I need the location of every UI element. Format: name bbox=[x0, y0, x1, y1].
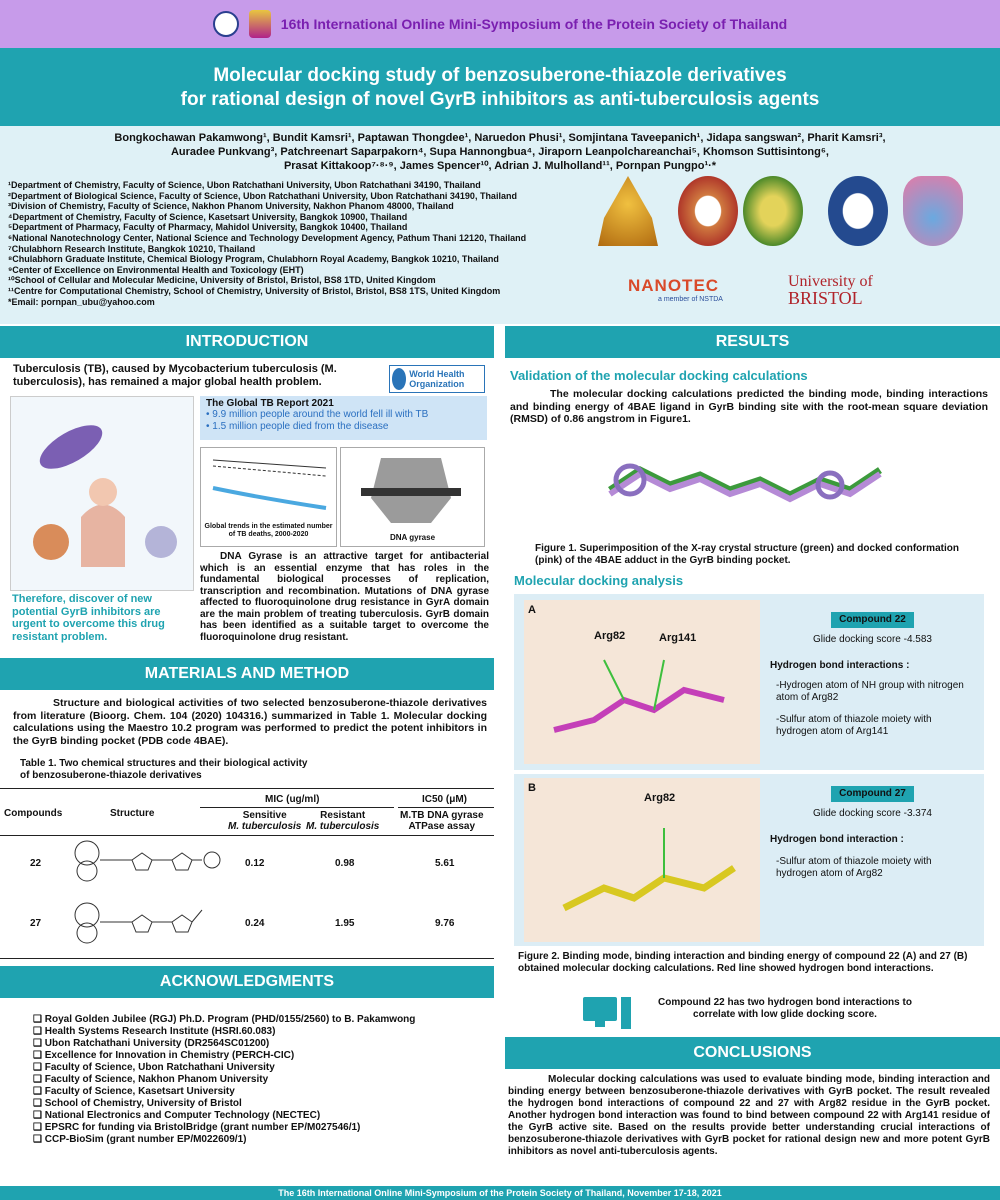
introduction-heading: INTRODUCTION bbox=[0, 326, 494, 358]
ligand-pose-icon bbox=[524, 650, 760, 760]
compound-22-structure-icon bbox=[72, 838, 222, 883]
docking-image-27 bbox=[524, 778, 760, 942]
nanotec-logo: NANOTEC bbox=[628, 276, 720, 295]
globe-icon bbox=[392, 368, 406, 390]
gyrase-paragraph: DNA Gyrase is an attractive target for antibacterial which is an essential enzyme that has roles in the fundamental biological processes of replication, transcription and recombination. Mutations of DNA gyrase affected to fluoroquinolone drug resistance in GyrA domain are the main problem of treating tuberculosis. GyrB domain has been identified as a suitable target to overcome the fluoroquinolone drug resistant. bbox=[200, 551, 489, 643]
tb-trend-lines bbox=[201, 448, 336, 518]
ack-heading: ACKNOWLEDGMENTS bbox=[0, 966, 494, 998]
affiliation: ²Department of Biological Science, Faculty of Science, Ubon Ratchathani University, Ubon Ratchathani 34190, Thailand bbox=[8, 190, 517, 201]
bristol-line-2: BRISTOL bbox=[788, 288, 863, 308]
conclusions-paragraph: Molecular docking calculations was used to evaluate binding mode, binding interaction and binding energy between benzosuberone-thiazole derivatives with GyrB pocket. The result revealed the hydrogen bond interactions of compound 22 and 27 with Arg82 residue in the GyrB pocket. Another hydrogen bond interaction was found to bind between compound 22 with Arg141 residue of the GyrB active site. Based on the results provide better understanding crucial interactions of benzosuberone-thiazole derivatives with GyrB pocket for rational design new and more potent GyrB inhibitors as novel anti-tuberculosis agents. bbox=[508, 1074, 990, 1157]
table-caption bbox=[20, 758, 308, 781]
mahidol-logo-icon bbox=[828, 176, 888, 246]
validation-paragraph: The molecular docking calculations predicted the binding mode, binding interactions and binding energy of 4BAE ligand in GyrB binding site with the root-mean square deviation (RMSD) of 0.86 angstrom in Figure1. bbox=[510, 388, 988, 425]
conclusions-heading: CONCLUSIONS bbox=[505, 1037, 1000, 1069]
panel-label: B bbox=[528, 782, 536, 794]
who-text: World Health Organization bbox=[409, 369, 465, 389]
affiliation: ⁴Department of Chemistry, Faculty of Science, Kasetsart University, Bangkok 10900, Thailand bbox=[8, 211, 408, 222]
ack-item: ❑ School of Chemistry, University of Bristol bbox=[33, 1098, 242, 1109]
tb-report-box bbox=[200, 396, 487, 440]
ack-item: ❑ Excellence for Innovation in Chemistry (PERCH-CIC) bbox=[33, 1050, 295, 1061]
ligand-pose-icon bbox=[524, 818, 760, 938]
chulabhorn-logo-icon bbox=[903, 176, 963, 246]
author-line: Prasat Kittakoop⁷·⁸·⁹, James Spencer¹⁰, Adrian J. Mulholland¹¹, Pornpan Pungpo¹·* bbox=[283, 160, 717, 172]
intro-paragraph: Tuberculosis (TB), caused by Mycobacterium tuberculosis (M. tuberculosis), has remained a major global health problem. bbox=[13, 363, 337, 388]
hbond-heading: Hydrogen bond interactions : bbox=[770, 660, 910, 671]
panel-label: A bbox=[528, 604, 536, 616]
docking-score: Glide docking score -3.374 bbox=[813, 808, 932, 819]
residue-label: Arg141 bbox=[659, 632, 697, 644]
bristol-logo bbox=[788, 274, 873, 306]
who-logo bbox=[389, 365, 485, 393]
nstda-tagline: a member of NSTDA bbox=[658, 296, 723, 303]
email: *Email: pornpan_ubu@yahoo.com bbox=[8, 296, 155, 307]
society-seal-icon bbox=[213, 11, 239, 37]
interaction-item: -Sulfur atom of thiazole moiety with hydrogen atom of Arg82 bbox=[776, 856, 932, 879]
affiliation: ³Division of Chemistry, Faculty of Science, Nakhon Phanom University, Nakhon Phanom 48000, Thailand bbox=[8, 201, 454, 212]
compound-22-panel bbox=[514, 594, 984, 770]
author-panel bbox=[0, 126, 1000, 324]
cell-compound: 22 bbox=[30, 858, 42, 869]
tb-infographic bbox=[10, 396, 194, 591]
gyrase-caption: DNA gyrase bbox=[389, 533, 436, 542]
table-caption-line: of benzosuberone-thiazole derivatives bbox=[20, 769, 202, 781]
cell-resistant: 1.95 bbox=[335, 918, 355, 929]
cell-sensitive: 0.12 bbox=[245, 858, 265, 869]
cell-compound: 27 bbox=[30, 918, 42, 929]
interaction-item: -Hydrogen atom of NH group with nitrogen atom of Arg82 bbox=[776, 680, 964, 703]
tb-fact: • 9.9 million people around the world fell ill with TB bbox=[206, 409, 429, 420]
title-line-1: Molecular docking study of benzosuberone-thiazole derivatives bbox=[213, 65, 787, 86]
chart-caption: Global trends in the estimated number of TB deaths, 2000-2020 bbox=[204, 523, 333, 538]
tb-illustration-icon bbox=[11, 397, 195, 592]
affiliation: ⁹Center of Excellence on Environmental Health and Toxicology (EHT) bbox=[8, 264, 304, 275]
ack-item: ❑ Ubon Ratchathani University (DR2564SC01200) bbox=[33, 1038, 270, 1049]
residue-label: Arg82 bbox=[644, 792, 676, 804]
cpd27-info bbox=[770, 786, 975, 820]
cell-ic50: 9.76 bbox=[435, 918, 455, 929]
results-heading: RESULTS bbox=[505, 326, 1000, 358]
cpd22-info bbox=[770, 612, 975, 646]
symposium-name: 16th International Online Mini-Symposium of the Protein Society of Thailand bbox=[280, 16, 788, 32]
society-logo-icon bbox=[249, 10, 271, 38]
ubon-university-logo-icon bbox=[598, 176, 658, 246]
figure1-caption: Figure 1. Superimposition of the X-ray crystal structure (green) and docked conformation (pink) of the 4BAE adduct in the GyrB binding pocket. bbox=[535, 543, 959, 566]
docking-subheading: Molecular docking analysis bbox=[514, 573, 684, 588]
docking-image-22 bbox=[524, 600, 760, 764]
col-structure: Structure bbox=[110, 808, 155, 819]
hbond-heading: Hydrogen bond interaction : bbox=[770, 834, 904, 845]
kasetsart-logo-icon bbox=[743, 176, 803, 246]
author-line: Bongkochawan Pakamwong¹, Bundit Kamsri¹, Paptawan Thongdee¹, Naruedon Phusi¹, Somjintana Taveepanich¹, Jidapa sangswan², Pharit Kamsri³, bbox=[114, 132, 886, 144]
compound-badge: Compound 22 bbox=[831, 612, 914, 628]
compound-27-structure-icon bbox=[72, 900, 222, 945]
conclusion-note: Compound 22 has two hydrogen bond interactions to correlate with low glide docking score. bbox=[658, 997, 912, 1020]
ack-item: ❑ Faculty of Science, Ubon Ratchathani University bbox=[33, 1062, 275, 1073]
docking-score: Glide docking score -4.583 bbox=[813, 634, 932, 645]
computer-icon bbox=[583, 997, 633, 1031]
ack-item: ❑ Health Systems Research Institute (HSRI.60.083) bbox=[33, 1026, 276, 1037]
col-sensitive: Sensitive M. tuberculosis bbox=[228, 810, 302, 832]
cell-resistant: 0.98 bbox=[335, 858, 355, 869]
gyrase-shape-icon bbox=[341, 448, 484, 528]
footer: The 16th International Online Mini-Symposium of the Protein Society of Thailand, November 17-18, 2021 bbox=[0, 1186, 1000, 1200]
dna-gyrase-diagram bbox=[340, 447, 485, 547]
ack-list bbox=[33, 1014, 415, 1146]
affiliation: ⁶National Nanotechnology Center, National Science and Technology Development Agency, Pathum Thani 12120, Thailand bbox=[8, 232, 527, 243]
superimposed-ligand-icon bbox=[590, 430, 910, 540]
affiliation: ⁵Department of Pharmacy, Faculty of Pharmacy, Mahidol University, Bangkok 10400, Thailand bbox=[8, 222, 408, 233]
bristol-line-1: University of bbox=[788, 273, 873, 290]
ack-item: ❑ Faculty of Science, Kasetsart University bbox=[33, 1086, 235, 1097]
validation-subheading: Validation of the molecular docking calculations bbox=[510, 368, 808, 383]
affiliation: ¹⁰School of Cellular and Molecular Medicine, University of Bristol, Bristol, BS8 1TD, United Kingdom bbox=[8, 275, 436, 286]
nakhon-phanom-logo-icon bbox=[678, 176, 738, 246]
affiliation: ¹¹Centre for Computational Chemistry, School of Chemistry, University of Bristol, Bristol, BS8 1TS, United Kingdom bbox=[8, 285, 501, 296]
affiliation-list bbox=[8, 180, 598, 307]
ack-item: ❑ Faculty of Science, Nakhon Phanom University bbox=[33, 1074, 269, 1085]
tb-fact: • 1.5 million people died from the disease bbox=[206, 421, 389, 432]
col-compounds: Compounds bbox=[4, 808, 63, 819]
methods-paragraph: Structure and biological activities of two selected benzosuberone-thiazole derivatives from literature (Bioorg. Chem. 104 (2020) 104316.) summarized in Table 1. Molecular docking calculations using the Maestro 10.2 program was performed to predict the potent inhibitors in the GyrB binding pocket (PDB code 4BAE). bbox=[13, 697, 487, 747]
col-mic: MIC (ug/ml) bbox=[265, 794, 320, 805]
author-line: Auradee Punkvang³, Patchreenart Saparpakorn⁴, Supa Hannongbua⁴, Jiraporn Leanpolchareanchai⁵, Khomson Suttisintong⁶, bbox=[170, 146, 829, 158]
col-ic50: IC50 (μM) bbox=[422, 794, 468, 805]
institution-logos bbox=[598, 176, 998, 321]
ack-item: ❑ Royal Golden Jubilee (RGJ) Ph.D. Program (PHD/0155/2560) to B. Pakamwong bbox=[33, 1014, 416, 1025]
tb-report-title: The Global TB Report 2021 bbox=[206, 398, 334, 409]
author-list bbox=[0, 126, 1000, 173]
tb-deaths-chart bbox=[200, 447, 337, 547]
cell-sensitive: 0.24 bbox=[245, 918, 265, 929]
ack-item: ❑ EPSRC for funding via BristolBridge (grant number EP/M027546/1) bbox=[33, 1122, 361, 1133]
title-line-2: for rational design of novel GyrB inhibitors as anti-tuberculosis agents bbox=[180, 89, 820, 110]
cell-ic50: 5.61 bbox=[435, 858, 455, 869]
affiliation: ⁷Chulabhorn Research Institute, Bangkok 10210, Thailand bbox=[8, 243, 256, 254]
methods-heading: MATERIALS AND METHOD bbox=[0, 658, 494, 690]
poster-title bbox=[0, 48, 1000, 126]
compound-27-panel bbox=[514, 774, 984, 946]
ack-item: ❑ CCP-BioSim (grant number EP/M022609/1) bbox=[33, 1134, 247, 1145]
interaction-item: -Sulfur atom of thiazole moiety with hydrogen atom of Arg141 bbox=[776, 714, 932, 737]
residue-label: Arg82 bbox=[594, 630, 626, 642]
ack-item: ❑ National Electronics and Computer Technology (NECTEC) bbox=[33, 1110, 321, 1121]
callout-text: Therefore, discover of new potential GyrB inhibitors are urgent to overcome this drug resistant problem. bbox=[12, 593, 165, 643]
affiliation: ¹Department of Chemistry, Faculty of Science, Ubon Ratchathani University, Ubon Ratchathani 34190, Thailand bbox=[8, 180, 481, 190]
compound-badge: Compound 27 bbox=[831, 786, 914, 802]
top-banner bbox=[0, 0, 1000, 48]
affiliation: ⁸Chulabhorn Graduate Institute, Chemical Biology Program, Chulabhorn Royal Academy, Bangkok 10210, Thailand bbox=[8, 254, 499, 265]
table-caption-line: Table 1. Two chemical structures and their biological activity bbox=[20, 758, 308, 769]
figure2-caption: Figure 2. Binding mode, binding interaction and binding energy of compound 22 (A) and 27 (B) obtained molecular docking calculations. Red line showed hydrogen bond interactions. bbox=[518, 951, 968, 974]
col-resistant: Resistant M. tuberculosis bbox=[306, 810, 380, 832]
col-atpase: M.TB DNA gyrase ATPase assay bbox=[400, 810, 484, 832]
